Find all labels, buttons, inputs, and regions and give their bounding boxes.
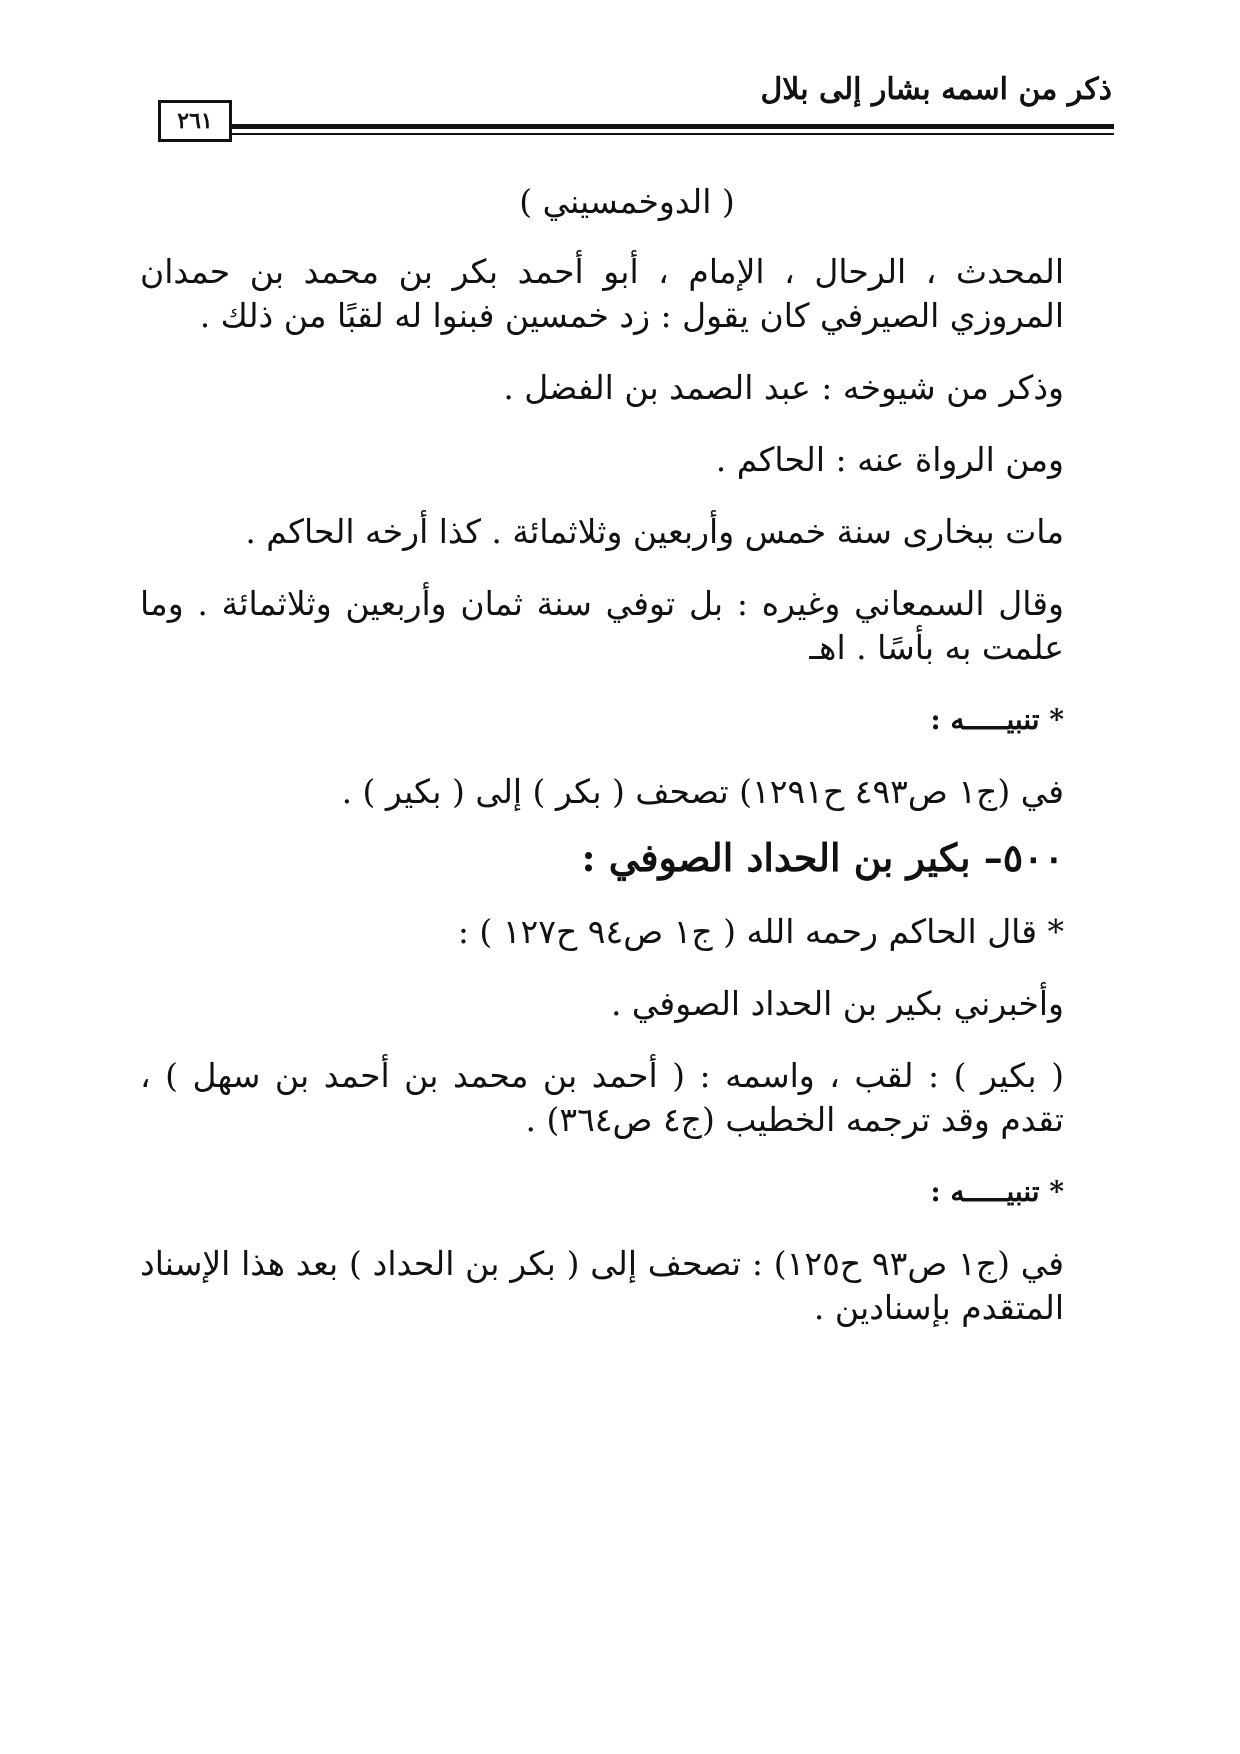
paragraph-narration: وأخبرني بكير بن الحداد الصوفي . (610, 984, 1064, 1023)
paragraph-death: مات ببخارى سنة خمس وأربعين وثلاثمائة . كذا أرخه الحاكم . (245, 512, 1064, 551)
paragraph-hakim-quote: * قال الحاكم رحمه الله ( ج١ ص٩٤ ح١٢٧ ) : (457, 912, 1064, 951)
note-heading-1: * تنبيـــــه : (930, 703, 1064, 736)
header-rule-thin (232, 133, 1114, 135)
paragraph-teachers: وذكر من شيوخه : عبد الصمد بن الفضل . (503, 368, 1064, 407)
page-number: ٢٦١ (177, 108, 213, 134)
paragraph-biography: المحدث ، الرحال ، الإمام ، أبو أحمد بكر بن محمد بن حمدان المروزي الصيرفي كان يقول : زد خمسين فبنوا له لقبًا من ذلك . (140, 252, 1064, 335)
paragraph-samani: وقال السمعاني وغيره : بل توفي سنة ثمان وأربعين وثلاثمائة . وما علمت به بأسًا . اهـ (140, 584, 1064, 667)
page-body (140, 180, 1114, 1358)
paragraph-laqab: ( بكير ) : لقب ، واسمه : ( أحمد بن محمد بن أحمد بن سهل ) ، تقدم وقد ترجمه الخطيب (ج٤ ص٣٦٤) . (140, 1056, 1064, 1139)
paragraph-narrators: ومن الرواة عنه : الحاكم . (715, 440, 1064, 479)
note-heading-2: * تنبيـــــه : (930, 1175, 1064, 1208)
entry-heading: ٥٠٠– بكير بن الحداد الصوفي : (581, 835, 1064, 880)
page-number-box (158, 100, 232, 142)
note-text-2: في (ج١ ص٩٣ ح١٢٥) : تصحف إلى ( بكر بن الحداد ) بعد هذا الإسناد المتقدم بإسنادين . (140, 1244, 1065, 1327)
nisba-title: ( الدوخمسيني ) (519, 182, 735, 221)
note-text-1: في (ج١ ص٤٩٣ ح١٢٩١) تصحف ( بكر ) إلى ( بكير ) . (341, 772, 1064, 811)
header-rule-thick (232, 124, 1114, 129)
running-title: ذكر من اسمه بشار إلى بلال (760, 72, 1112, 107)
